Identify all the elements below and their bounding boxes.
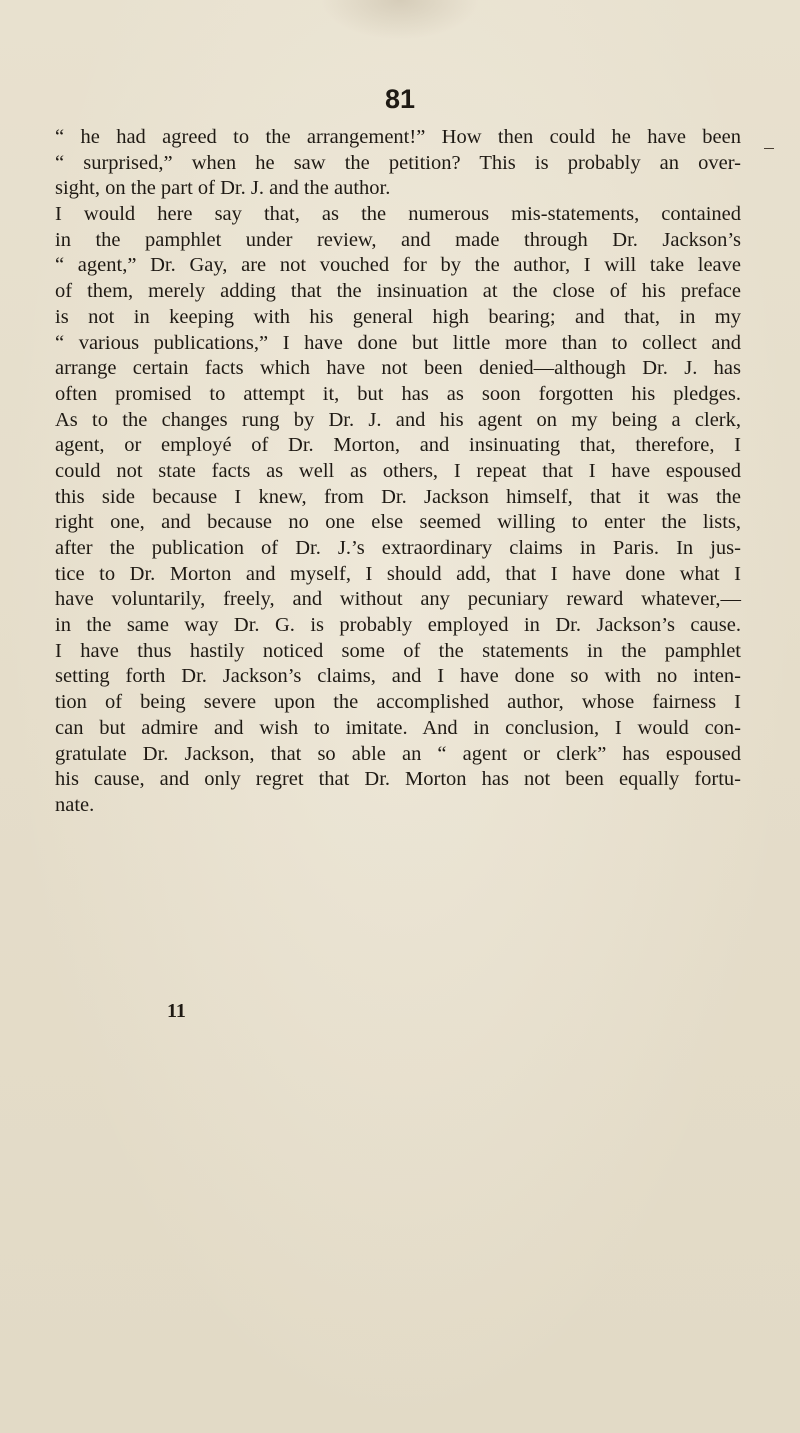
signature-mark: 11 xyxy=(167,1000,186,1022)
text-line: As to the changes rung by Dr. J. and his agent on my being a clerk, xyxy=(55,408,741,431)
text-line: “ he had agreed to the arrangement!” How then could he have been xyxy=(55,126,741,148)
text-line: “ agent,” Dr. Gay, are not vouched for by the author, I will take leave xyxy=(55,254,741,277)
text-line: agent, or employé of Dr. Morton, and insinuating that, therefore, I xyxy=(55,434,741,457)
text-line: of them, merely adding that the insinuation at the close of his preface xyxy=(55,280,741,303)
text-line: often promised to attempt it, but has as soon forgotten his pledges. xyxy=(55,382,741,405)
text-line: I would here say that, as the numerous mis-statements, contained xyxy=(55,203,741,226)
text-line: tice to Dr. Morton and myself, I should add, that I have done what I xyxy=(55,562,741,585)
text-line: gratulate Dr. Jackson, that so able an “ agent or clerk” has espoused xyxy=(55,742,741,765)
text-line: in the pamphlet under review, and made through Dr. Jackson’s xyxy=(55,228,741,251)
text-line: “ surprised,” when he saw the petition? This is probably an over- xyxy=(55,151,741,174)
text-line: nate. xyxy=(55,793,95,816)
text-line: sight, on the part of Dr. J. and the author. xyxy=(55,177,391,200)
text-line: tion of being severe upon the accomplished author, whose fairness I xyxy=(55,691,741,714)
text-line: could not state facts as well as others, I repeat that I have espoused xyxy=(55,459,741,482)
paper-stain xyxy=(320,0,480,40)
text-line: arrange certain facts which have not been denied—although Dr. J. has xyxy=(55,357,741,380)
text-line: his cause, and only regret that Dr. Morton has not been equally fortu- xyxy=(55,768,741,791)
text-line: I have thus hastily noticed some of the statements in the pamphlet xyxy=(55,639,741,662)
body-text xyxy=(55,125,741,819)
text-line: “ various publications,” I have done but little more than to collect and xyxy=(55,331,741,354)
text-line: can but admire and wish to imitate. And in conclusion, I would con- xyxy=(55,716,741,739)
text-line: in the same way Dr. G. is probably employed in Dr. Jackson’s cause. xyxy=(55,614,741,637)
text-line: right one, and because no one else seemed willing to enter the lists, xyxy=(55,511,741,534)
text-line: setting forth Dr. Jackson’s claims, and I have done so with no inten- xyxy=(55,665,741,688)
page-number: 81 xyxy=(384,84,416,114)
text-line: this side because I knew, from Dr. Jackson himself, that it was the xyxy=(55,485,741,508)
text-line: have voluntarily, freely, and without any pecuniary reward whatever,— xyxy=(55,588,741,611)
margin-mark xyxy=(764,148,774,149)
text-line: after the publication of Dr. J.’s extraordinary claims in Paris. In jus- xyxy=(55,537,741,559)
text-line: is not in keeping with his general high bearing; and that, in my xyxy=(55,305,741,328)
